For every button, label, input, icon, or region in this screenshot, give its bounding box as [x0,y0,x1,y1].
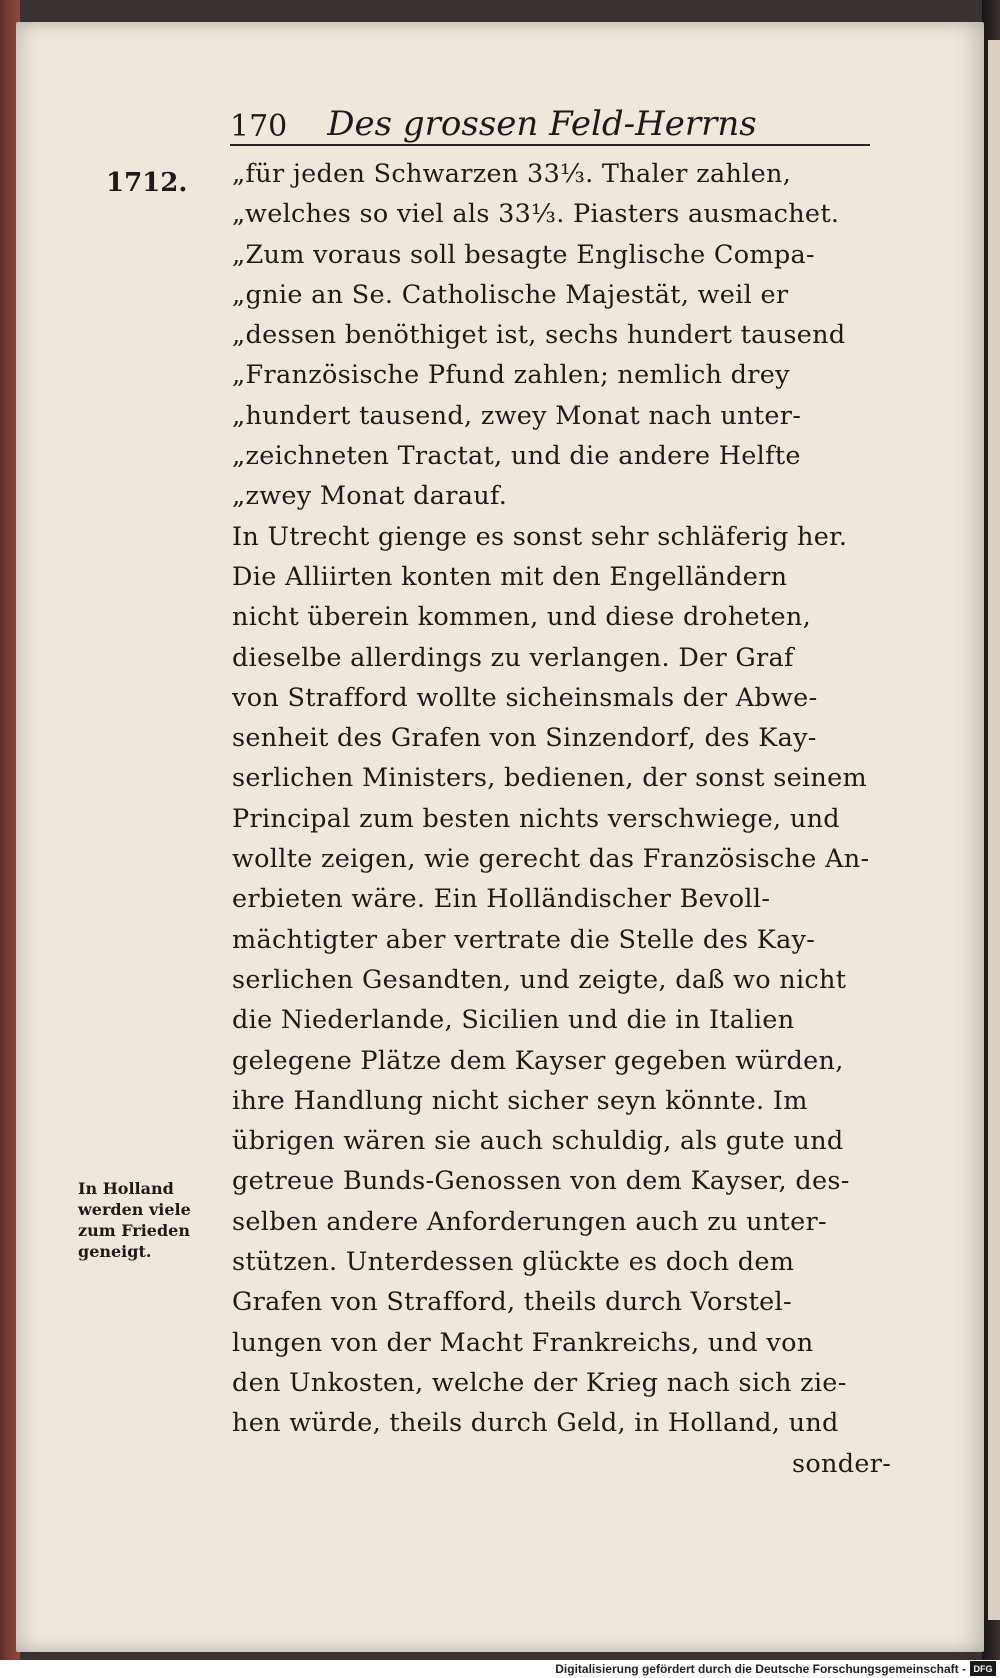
text-line: „gnie an Se. Catholische Majestät, weil er [232,279,789,310]
text-line: dieselbe allerdings zu verlangen. Der Graf [232,642,794,673]
dfg-logo: DFG [970,1661,996,1676]
margin-note-line: zum Frieden [78,1221,190,1240]
margin-year: 1712. [106,168,188,198]
text-line: serlichen Gesandten, und zeigte, daß wo nicht [232,964,847,995]
page-header [230,96,870,146]
text-line: Die Alliirten konten mit den Engelländern [232,561,788,592]
text-line: „Zum voraus soll besagte Englische Compa- [232,239,815,270]
text-line: ihre Handlung nicht sicher seyn könnte. Im [232,1085,808,1116]
text-line: stützen. Unterdessen glückte es doch dem [232,1247,795,1278]
text-line: gelegene Plätze dem Kayser gegeben würden, [232,1045,844,1076]
margin-note [78,1178,228,1262]
text-line: lungen von der Macht Frankreichs, und von [232,1327,814,1358]
text-line: „für jeden Schwarzen 33⅓. Thaler zahlen, [232,159,792,189]
text-line: hen würde, theils durch Geld, in Holland, und [232,1408,839,1439]
text-line: Principal zum besten nichts verschwiege, und [232,803,840,834]
text-line: sonder- [792,1448,892,1479]
running-head: Des grossen Feld-Herrns [327,104,757,144]
text-line: serlichen Ministers, bedienen, der sonst seinem [232,763,868,794]
text-line: übrigen wären sie auch schuldig, als gute und [232,1126,844,1157]
margin-note-line: geneigt. [78,1242,152,1261]
text-line: von Strafford wollte sicheinsmals der Abwe- [232,682,818,713]
body-text [232,154,962,1484]
margin-note-line: werden viele [78,1200,191,1219]
margin-note-line: In Holland [78,1179,174,1198]
text-line: „Französische Pfund zahlen; nemlich drey [232,360,790,391]
text-line: selben andere Anforderungen auch zu unter- [232,1206,827,1237]
text-line: „zwey Monat darauf. [232,481,508,512]
text-line: mächtigter aber vertrate die Stelle des Kay- [232,924,816,955]
text-line: wollte zeigen, wie gerecht das Französische An- [232,844,870,875]
footer-credit: Digitalisierung gefördert durch die Deutsche Forschungsgemeinschaft - [555,1662,966,1676]
text-line: „hundert tausend, zwey Monat nach unter- [232,400,802,431]
text-line: In Utrecht gienge es sonst sehr schläferig her. [232,521,848,552]
text-line: senheit des Grafen von Sinzendorf, des Kay- [232,723,817,754]
text-line: den Unkosten, welche der Krieg nach sich zie- [232,1367,847,1398]
text-line: die Niederlande, Sicilien und die in Italien [232,1005,795,1036]
page-number: 170 [230,109,288,144]
text-line: Grafen von Strafford, theils durch Vorstel- [232,1287,792,1318]
text-line: „welches so viel als 33⅓. Piasters ausmachet. [232,199,840,230]
text-line: „zeichneten Tractat, und die andere Helfte [232,441,801,472]
text-line: „dessen benöthiget ist, sechs hundert tausend [232,320,846,351]
text-line: getreue Bunds-Genossen von dem Kayser, des- [232,1166,850,1197]
text-line: erbieten wäre. Ein Holländischer Bevoll- [232,884,771,915]
next-page-edge [988,40,1000,1620]
text-line: nicht überein kommen, und diese droheten, [232,602,812,633]
